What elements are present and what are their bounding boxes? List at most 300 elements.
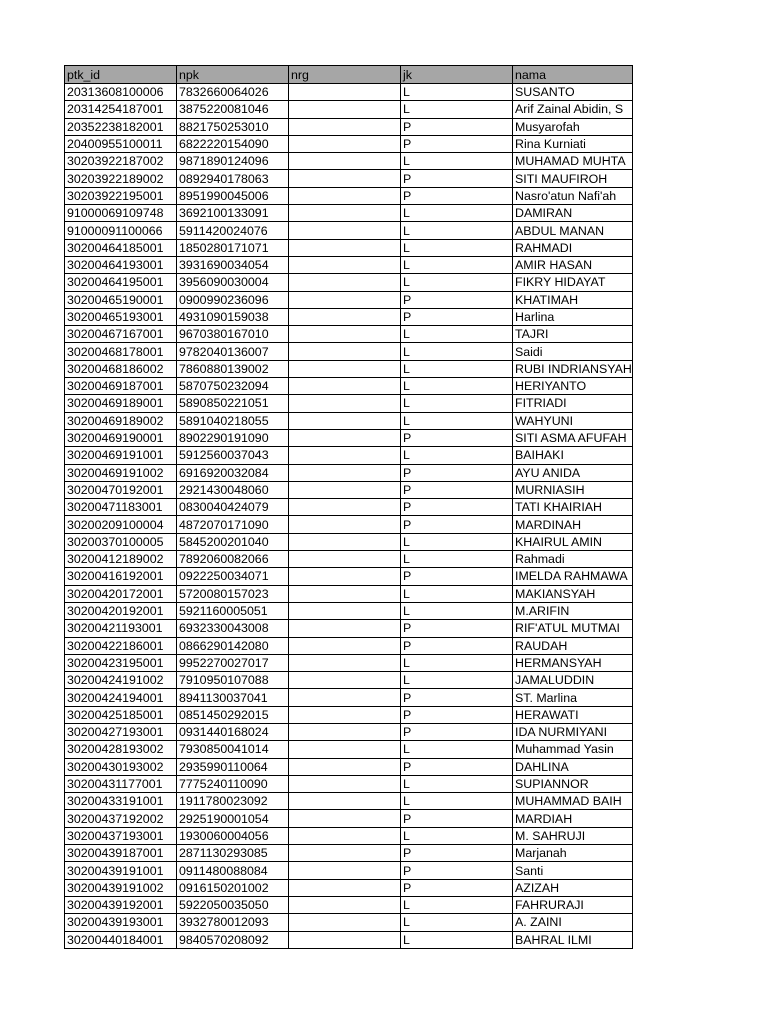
cell-nama[interactable]: SITI ASMA AFUFAH bbox=[513, 429, 633, 446]
cell-nama[interactable]: SUSANTO bbox=[513, 84, 633, 101]
table-row bbox=[65, 845, 633, 862]
cell-nama[interactable]: Rina Kurniati bbox=[513, 135, 633, 152]
cell-nama[interactable]: Saidi bbox=[513, 343, 633, 360]
table-row bbox=[65, 654, 633, 671]
table-row bbox=[65, 931, 633, 948]
cell-npk[interactable]: 5891040218055 bbox=[177, 412, 289, 429]
table-row bbox=[65, 689, 633, 706]
cell-nama[interactable]: M.ARIFIN bbox=[513, 602, 633, 619]
table-row bbox=[65, 274, 633, 291]
cell-nrg[interactable] bbox=[289, 845, 401, 862]
cell-nama[interactable]: Nasro'atun Nafi'ah bbox=[513, 187, 633, 204]
cell-jk[interactable]: L bbox=[401, 827, 513, 844]
cell-npk[interactable]: 4872070171090 bbox=[177, 516, 289, 533]
cell-npk[interactable]: 7930850041014 bbox=[177, 741, 289, 758]
cell-jk[interactable]: P bbox=[401, 187, 513, 204]
cell-ptk-id[interactable]: 30200427193001 bbox=[65, 723, 177, 740]
cell-ptk-id[interactable]: 91000091100066 bbox=[65, 222, 177, 239]
cell-nama[interactable]: HERMANSYAH bbox=[513, 654, 633, 671]
cell-ptk-id[interactable]: 30200469191002 bbox=[65, 464, 177, 481]
cell-nrg[interactable] bbox=[289, 620, 401, 637]
cell-nrg[interactable] bbox=[289, 637, 401, 654]
cell-nama[interactable]: MURNIASIH bbox=[513, 481, 633, 498]
cell-jk[interactable]: P bbox=[401, 516, 513, 533]
cell-ptk-id[interactable]: 30200471183001 bbox=[65, 499, 177, 516]
cell-npk[interactable]: 2935990110064 bbox=[177, 758, 289, 775]
cell-ptk-id[interactable]: 30200424191002 bbox=[65, 672, 177, 689]
table-row bbox=[65, 135, 633, 152]
cell-nrg[interactable] bbox=[289, 723, 401, 740]
cell-npk[interactable]: 6932330043008 bbox=[177, 620, 289, 637]
cell-nama[interactable]: Musyarofah bbox=[513, 118, 633, 135]
cell-npk[interactable]: 5890850221051 bbox=[177, 395, 289, 412]
cell-jk[interactable]: L bbox=[401, 896, 513, 913]
table-row bbox=[65, 620, 633, 637]
cell-ptk-id[interactable]: 30200420172001 bbox=[65, 585, 177, 602]
cell-nrg[interactable] bbox=[289, 706, 401, 723]
cell-npk[interactable]: 2921430048060 bbox=[177, 481, 289, 498]
cell-ptk-id[interactable]: 30200430193002 bbox=[65, 758, 177, 775]
cell-jk[interactable]: L bbox=[401, 741, 513, 758]
table-row bbox=[65, 827, 633, 844]
cell-npk[interactable]: 6822220154090 bbox=[177, 135, 289, 152]
cell-nrg[interactable] bbox=[289, 222, 401, 239]
cell-nama[interactable]: ABDUL MANAN bbox=[513, 222, 633, 239]
cell-nrg[interactable] bbox=[289, 239, 401, 256]
cell-ptk-id[interactable]: 20313608100006 bbox=[65, 84, 177, 101]
cell-nama[interactable]: MARDIAH bbox=[513, 810, 633, 827]
cell-nama[interactable]: RAUDAH bbox=[513, 637, 633, 654]
cell-nrg[interactable] bbox=[289, 499, 401, 516]
cell-nrg[interactable] bbox=[289, 378, 401, 395]
table-row bbox=[65, 499, 633, 516]
cell-jk[interactable]: L bbox=[401, 378, 513, 395]
cell-npk[interactable]: 9952270027017 bbox=[177, 654, 289, 671]
cell-ptk-id[interactable]: 30200469187001 bbox=[65, 378, 177, 395]
cell-ptk-id[interactable]: 30200465190001 bbox=[65, 291, 177, 308]
cell-jk[interactable]: P bbox=[401, 481, 513, 498]
cell-ptk-id[interactable]: 30200469189001 bbox=[65, 395, 177, 412]
cell-nrg[interactable] bbox=[289, 931, 401, 948]
cell-jk[interactable]: P bbox=[401, 308, 513, 325]
cell-jk[interactable]: L bbox=[401, 360, 513, 377]
table-row bbox=[65, 551, 633, 568]
cell-nrg[interactable] bbox=[289, 153, 401, 170]
cell-nama[interactable]: AYU ANIDA bbox=[513, 464, 633, 481]
cell-npk[interactable]: 4931090159038 bbox=[177, 308, 289, 325]
table-row bbox=[65, 914, 633, 931]
cell-ptk-id[interactable]: 30200423195001 bbox=[65, 654, 177, 671]
cell-jk[interactable]: L bbox=[401, 239, 513, 256]
table-body bbox=[65, 84, 633, 949]
cell-jk[interactable]: P bbox=[401, 135, 513, 152]
table-row bbox=[65, 378, 633, 395]
cell-nama[interactable]: KHAIRUL AMIN bbox=[513, 533, 633, 550]
cell-jk[interactable]: L bbox=[401, 914, 513, 931]
cell-jk[interactable]: L bbox=[401, 395, 513, 412]
cell-ptk-id[interactable]: 30203922195001 bbox=[65, 187, 177, 204]
cell-nrg[interactable] bbox=[289, 447, 401, 464]
column-header-ptk-id[interactable]: ptk_id bbox=[65, 66, 177, 84]
table-row bbox=[65, 896, 633, 913]
cell-ptk-id[interactable]: 30200470192001 bbox=[65, 481, 177, 498]
cell-nama[interactable]: HERIYANTO bbox=[513, 378, 633, 395]
column-header-jk[interactable]: jk bbox=[401, 66, 513, 84]
cell-npk[interactable]: 9670380167010 bbox=[177, 326, 289, 343]
cell-npk[interactable]: 9782040136007 bbox=[177, 343, 289, 360]
cell-nrg[interactable] bbox=[289, 689, 401, 706]
cell-nrg[interactable] bbox=[289, 84, 401, 101]
cell-npk[interactable]: 0900990236096 bbox=[177, 291, 289, 308]
cell-nrg[interactable] bbox=[289, 326, 401, 343]
table-row bbox=[65, 775, 633, 792]
cell-nrg[interactable] bbox=[289, 793, 401, 810]
cell-nrg[interactable] bbox=[289, 741, 401, 758]
table-row bbox=[65, 222, 633, 239]
cell-npk[interactable]: 0866290142080 bbox=[177, 637, 289, 654]
cell-nama[interactable]: RUBI INDRIANSYAH bbox=[513, 360, 633, 377]
cell-nama[interactable]: TATI KHAIRIAH bbox=[513, 499, 633, 516]
cell-nama[interactable]: Rahmadi bbox=[513, 551, 633, 568]
table-row bbox=[65, 395, 633, 412]
cell-jk[interactable]: P bbox=[401, 499, 513, 516]
cell-npk[interactable]: 7860880139002 bbox=[177, 360, 289, 377]
cell-ptk-id[interactable]: 30200437193001 bbox=[65, 827, 177, 844]
table-row bbox=[65, 706, 633, 723]
cell-ptk-id[interactable]: 30200425185001 bbox=[65, 706, 177, 723]
cell-nrg[interactable] bbox=[289, 170, 401, 187]
cell-npk[interactable]: 1850280171071 bbox=[177, 239, 289, 256]
cell-jk[interactable]: L bbox=[401, 326, 513, 343]
cell-jk[interactable]: P bbox=[401, 862, 513, 879]
cell-npk[interactable]: 7775240110090 bbox=[177, 775, 289, 792]
table-row bbox=[65, 84, 633, 101]
cell-npk[interactable]: 3692100133091 bbox=[177, 205, 289, 222]
cell-ptk-id[interactable]: 30200469189002 bbox=[65, 412, 177, 429]
cell-ptk-id[interactable]: 30200433191001 bbox=[65, 793, 177, 810]
cell-jk[interactable]: L bbox=[401, 205, 513, 222]
cell-jk[interactable]: L bbox=[401, 222, 513, 239]
cell-ptk-id[interactable]: 30200421193001 bbox=[65, 620, 177, 637]
cell-npk[interactable]: 7892060082066 bbox=[177, 551, 289, 568]
cell-nama[interactable]: SITI MAUFIROH bbox=[513, 170, 633, 187]
cell-npk[interactable]: 8941130037041 bbox=[177, 689, 289, 706]
cell-nama[interactable]: Arif Zainal Abidin, S bbox=[513, 101, 633, 118]
cell-nrg[interactable] bbox=[289, 205, 401, 222]
cell-npk[interactable]: 3932780012093 bbox=[177, 914, 289, 931]
table-row bbox=[65, 412, 633, 429]
cell-nrg[interactable] bbox=[289, 187, 401, 204]
cell-npk[interactable]: 5911420024076 bbox=[177, 222, 289, 239]
cell-ptk-id[interactable]: 91000069109748 bbox=[65, 205, 177, 222]
cell-jk[interactable]: L bbox=[401, 274, 513, 291]
cell-nrg[interactable] bbox=[289, 551, 401, 568]
table-row bbox=[65, 447, 633, 464]
cell-ptk-id[interactable]: 30200416192001 bbox=[65, 568, 177, 585]
cell-npk[interactable]: 2871130293085 bbox=[177, 845, 289, 862]
cell-npk[interactable]: 5845200201040 bbox=[177, 533, 289, 550]
cell-ptk-id[interactable]: 20314254187001 bbox=[65, 101, 177, 118]
cell-nrg[interactable] bbox=[289, 429, 401, 446]
cell-nrg[interactable] bbox=[289, 118, 401, 135]
cell-ptk-id[interactable]: 30200370100005 bbox=[65, 533, 177, 550]
cell-nama[interactable]: TAJRI bbox=[513, 326, 633, 343]
table-row bbox=[65, 481, 633, 498]
cell-ptk-id[interactable]: 30200422186001 bbox=[65, 637, 177, 654]
cell-ptk-id[interactable]: 30200464193001 bbox=[65, 256, 177, 273]
table-row bbox=[65, 239, 633, 256]
cell-ptk-id[interactable]: 30200420192001 bbox=[65, 602, 177, 619]
cell-jk[interactable]: L bbox=[401, 153, 513, 170]
cell-ptk-id[interactable]: 30203922189002 bbox=[65, 170, 177, 187]
cell-nama[interactable]: IMELDA RAHMAWA bbox=[513, 568, 633, 585]
table-row bbox=[65, 118, 633, 135]
cell-nama[interactable]: SUPIANNOR bbox=[513, 775, 633, 792]
cell-ptk-id[interactable]: 30200465193001 bbox=[65, 308, 177, 325]
cell-npk[interactable]: 0830040424079 bbox=[177, 499, 289, 516]
cell-jk[interactable]: L bbox=[401, 602, 513, 619]
cell-jk[interactable]: L bbox=[401, 775, 513, 792]
table-row bbox=[65, 672, 633, 689]
cell-nama[interactable]: Marjanah bbox=[513, 845, 633, 862]
cell-jk[interactable]: L bbox=[401, 343, 513, 360]
cell-jk[interactable]: P bbox=[401, 845, 513, 862]
table-row bbox=[65, 723, 633, 740]
cell-nama[interactable]: WAHYUNI bbox=[513, 412, 633, 429]
cell-npk[interactable]: 5921160005051 bbox=[177, 602, 289, 619]
cell-jk[interactable]: L bbox=[401, 551, 513, 568]
cell-ptk-id[interactable]: 30200437192002 bbox=[65, 810, 177, 827]
cell-jk[interactable]: P bbox=[401, 568, 513, 585]
table-row bbox=[65, 291, 633, 308]
table-row bbox=[65, 568, 633, 585]
cell-nrg[interactable] bbox=[289, 896, 401, 913]
table-row bbox=[65, 862, 633, 879]
cell-jk[interactable]: P bbox=[401, 170, 513, 187]
cell-ptk-id[interactable]: 30200467167001 bbox=[65, 326, 177, 343]
column-header-nama[interactable]: nama bbox=[513, 66, 633, 84]
cell-ptk-id[interactable]: 30200431177001 bbox=[65, 775, 177, 792]
cell-nrg[interactable] bbox=[289, 291, 401, 308]
cell-ptk-id[interactable]: 30200439193001 bbox=[65, 914, 177, 931]
cell-nama[interactable]: Santi bbox=[513, 862, 633, 879]
cell-nrg[interactable] bbox=[289, 533, 401, 550]
cell-nama[interactable]: AMIR HASAN bbox=[513, 256, 633, 273]
cell-nrg[interactable] bbox=[289, 308, 401, 325]
cell-jk[interactable]: P bbox=[401, 879, 513, 896]
cell-ptk-id[interactable]: 30200464195001 bbox=[65, 274, 177, 291]
cell-nama[interactable]: RIF'ATUL MUTMAI bbox=[513, 620, 633, 637]
cell-nama[interactable]: FIKRY HIDAYAT bbox=[513, 274, 633, 291]
cell-npk[interactable]: 0892940178063 bbox=[177, 170, 289, 187]
cell-npk[interactable]: 0922250034071 bbox=[177, 568, 289, 585]
cell-jk[interactable]: L bbox=[401, 447, 513, 464]
cell-npk[interactable]: 5720080157023 bbox=[177, 585, 289, 602]
data-table bbox=[64, 65, 633, 949]
cell-jk[interactable]: P bbox=[401, 637, 513, 654]
table-row bbox=[65, 516, 633, 533]
cell-npk[interactable]: 5870750232094 bbox=[177, 378, 289, 395]
cell-jk[interactable]: L bbox=[401, 101, 513, 118]
cell-jk[interactable]: L bbox=[401, 585, 513, 602]
cell-nama[interactable]: IDA NURMIYANI bbox=[513, 723, 633, 740]
cell-nrg[interactable] bbox=[289, 672, 401, 689]
cell-npk[interactable]: 8821750253010 bbox=[177, 118, 289, 135]
cell-nrg[interactable] bbox=[289, 516, 401, 533]
cell-nrg[interactable] bbox=[289, 464, 401, 481]
cell-ptk-id[interactable]: 30200412189002 bbox=[65, 551, 177, 568]
cell-npk[interactable]: 7832660064026 bbox=[177, 84, 289, 101]
cell-nrg[interactable] bbox=[289, 135, 401, 152]
cell-nama[interactable]: HERAWATI bbox=[513, 706, 633, 723]
cell-npk[interactable]: 0916150201002 bbox=[177, 879, 289, 896]
cell-npk[interactable]: 9871890124096 bbox=[177, 153, 289, 170]
cell-nama[interactable]: MUHAMAD MUHTA bbox=[513, 153, 633, 170]
cell-ptk-id[interactable]: 30200428193002 bbox=[65, 741, 177, 758]
cell-nama[interactable]: KHATIMAH bbox=[513, 291, 633, 308]
cell-ptk-id[interactable]: 30200469190001 bbox=[65, 429, 177, 446]
table-row bbox=[65, 810, 633, 827]
cell-jk[interactable]: P bbox=[401, 464, 513, 481]
cell-nrg[interactable] bbox=[289, 481, 401, 498]
cell-npk[interactable]: 8902290191090 bbox=[177, 429, 289, 446]
cell-nrg[interactable] bbox=[289, 568, 401, 585]
cell-nama[interactable]: A. ZAINI bbox=[513, 914, 633, 931]
cell-nrg[interactable] bbox=[289, 274, 401, 291]
cell-ptk-id[interactable]: 30203922187002 bbox=[65, 153, 177, 170]
cell-ptk-id[interactable]: 20352238182001 bbox=[65, 118, 177, 135]
table-row bbox=[65, 153, 633, 170]
cell-ptk-id[interactable]: 30200464185001 bbox=[65, 239, 177, 256]
table-row bbox=[65, 758, 633, 775]
cell-ptk-id[interactable]: 30200469191001 bbox=[65, 447, 177, 464]
cell-jk[interactable]: L bbox=[401, 931, 513, 948]
cell-npk[interactable]: 7910950107088 bbox=[177, 672, 289, 689]
cell-npk[interactable]: 1930060004056 bbox=[177, 827, 289, 844]
cell-jk[interactable]: P bbox=[401, 291, 513, 308]
cell-nama[interactable]: FAHRURAJI bbox=[513, 896, 633, 913]
cell-nrg[interactable] bbox=[289, 412, 401, 429]
cell-npk[interactable]: 0931440168024 bbox=[177, 723, 289, 740]
cell-nama[interactable]: MAKIANSYAH bbox=[513, 585, 633, 602]
cell-nama[interactable]: BAIHAKI bbox=[513, 447, 633, 464]
cell-nrg[interactable] bbox=[289, 879, 401, 896]
cell-npk[interactable]: 3956090030004 bbox=[177, 274, 289, 291]
cell-ptk-id[interactable]: 30200439191001 bbox=[65, 862, 177, 879]
cell-ptk-id[interactable]: 30200209100004 bbox=[65, 516, 177, 533]
cell-jk[interactable]: L bbox=[401, 256, 513, 273]
cell-ptk-id[interactable]: 30200468186002 bbox=[65, 360, 177, 377]
cell-nrg[interactable] bbox=[289, 654, 401, 671]
cell-npk[interactable]: 8951990045006 bbox=[177, 187, 289, 204]
cell-jk[interactable]: P bbox=[401, 758, 513, 775]
cell-jk[interactable]: L bbox=[401, 672, 513, 689]
cell-npk[interactable]: 0911480088084 bbox=[177, 862, 289, 879]
column-header-npk[interactable]: npk bbox=[177, 66, 289, 84]
cell-nama[interactable]: Muhammad Yasin bbox=[513, 741, 633, 758]
cell-nama[interactable]: MARDINAH bbox=[513, 516, 633, 533]
cell-npk[interactable]: 1911780023092 bbox=[177, 793, 289, 810]
cell-nrg[interactable] bbox=[289, 395, 401, 412]
table-header-row bbox=[65, 66, 633, 84]
cell-jk[interactable]: L bbox=[401, 533, 513, 550]
cell-nama[interactable]: RAHMADI bbox=[513, 239, 633, 256]
cell-npk[interactable]: 6916920032084 bbox=[177, 464, 289, 481]
cell-npk[interactable]: 5912560037043 bbox=[177, 447, 289, 464]
table-row bbox=[65, 585, 633, 602]
cell-nrg[interactable] bbox=[289, 862, 401, 879]
cell-ptk-id[interactable]: 30200440184001 bbox=[65, 931, 177, 948]
cell-nama[interactable]: MUHAMMAD BAIH bbox=[513, 793, 633, 810]
cell-nama[interactable]: M. SAHRUJI bbox=[513, 827, 633, 844]
cell-jk[interactable]: P bbox=[401, 620, 513, 637]
cell-nrg[interactable] bbox=[289, 775, 401, 792]
cell-ptk-id[interactable]: 30200468178001 bbox=[65, 343, 177, 360]
cell-jk[interactable]: P bbox=[401, 689, 513, 706]
cell-npk[interactable]: 3931690034054 bbox=[177, 256, 289, 273]
cell-ptk-id[interactable]: 20400955100011 bbox=[65, 135, 177, 152]
cell-jk[interactable]: P bbox=[401, 723, 513, 740]
cell-npk[interactable]: 2925190001054 bbox=[177, 810, 289, 827]
table-row bbox=[65, 879, 633, 896]
cell-jk[interactable]: L bbox=[401, 84, 513, 101]
cell-nama[interactable]: DAMIRAN bbox=[513, 205, 633, 222]
cell-nrg[interactable] bbox=[289, 810, 401, 827]
table-row bbox=[65, 205, 633, 222]
cell-nrg[interactable] bbox=[289, 602, 401, 619]
cell-jk[interactable]: L bbox=[401, 412, 513, 429]
table-row bbox=[65, 343, 633, 360]
cell-nama[interactable]: AZIZAH bbox=[513, 879, 633, 896]
column-header-nrg[interactable]: nrg bbox=[289, 66, 401, 84]
cell-jk[interactable]: P bbox=[401, 118, 513, 135]
cell-npk[interactable]: 9840570208092 bbox=[177, 931, 289, 948]
cell-nrg[interactable] bbox=[289, 360, 401, 377]
table-row bbox=[65, 308, 633, 325]
cell-nama[interactable]: FITRIADI bbox=[513, 395, 633, 412]
table-row bbox=[65, 637, 633, 654]
cell-nrg[interactable] bbox=[289, 827, 401, 844]
cell-nrg[interactable] bbox=[289, 914, 401, 931]
cell-jk[interactable]: P bbox=[401, 429, 513, 446]
cell-jk[interactable]: L bbox=[401, 654, 513, 671]
cell-npk[interactable]: 3875220081046 bbox=[177, 101, 289, 118]
cell-nrg[interactable] bbox=[289, 585, 401, 602]
cell-nama[interactable]: JAMALUDDIN bbox=[513, 672, 633, 689]
cell-jk[interactable]: L bbox=[401, 793, 513, 810]
cell-ptk-id[interactable]: 30200439192001 bbox=[65, 896, 177, 913]
table-row bbox=[65, 429, 633, 446]
cell-nama[interactable]: Harlina bbox=[513, 308, 633, 325]
cell-npk[interactable]: 5922050035050 bbox=[177, 896, 289, 913]
cell-npk[interactable]: 0851450292015 bbox=[177, 706, 289, 723]
cell-ptk-id[interactable]: 30200439191002 bbox=[65, 879, 177, 896]
table-row bbox=[65, 170, 633, 187]
cell-nrg[interactable] bbox=[289, 256, 401, 273]
cell-nrg[interactable] bbox=[289, 101, 401, 118]
cell-ptk-id[interactable]: 30200424194001 bbox=[65, 689, 177, 706]
cell-jk[interactable]: P bbox=[401, 810, 513, 827]
cell-nama[interactable]: DAHLINA bbox=[513, 758, 633, 775]
cell-jk[interactable]: P bbox=[401, 706, 513, 723]
cell-nama[interactable]: BAHRAL ILMI bbox=[513, 931, 633, 948]
cell-ptk-id[interactable]: 30200439187001 bbox=[65, 845, 177, 862]
table-row bbox=[65, 187, 633, 204]
table-row bbox=[65, 326, 633, 343]
cell-nrg[interactable] bbox=[289, 758, 401, 775]
cell-nama[interactable]: ST. Marlina bbox=[513, 689, 633, 706]
cell-nrg[interactable] bbox=[289, 343, 401, 360]
